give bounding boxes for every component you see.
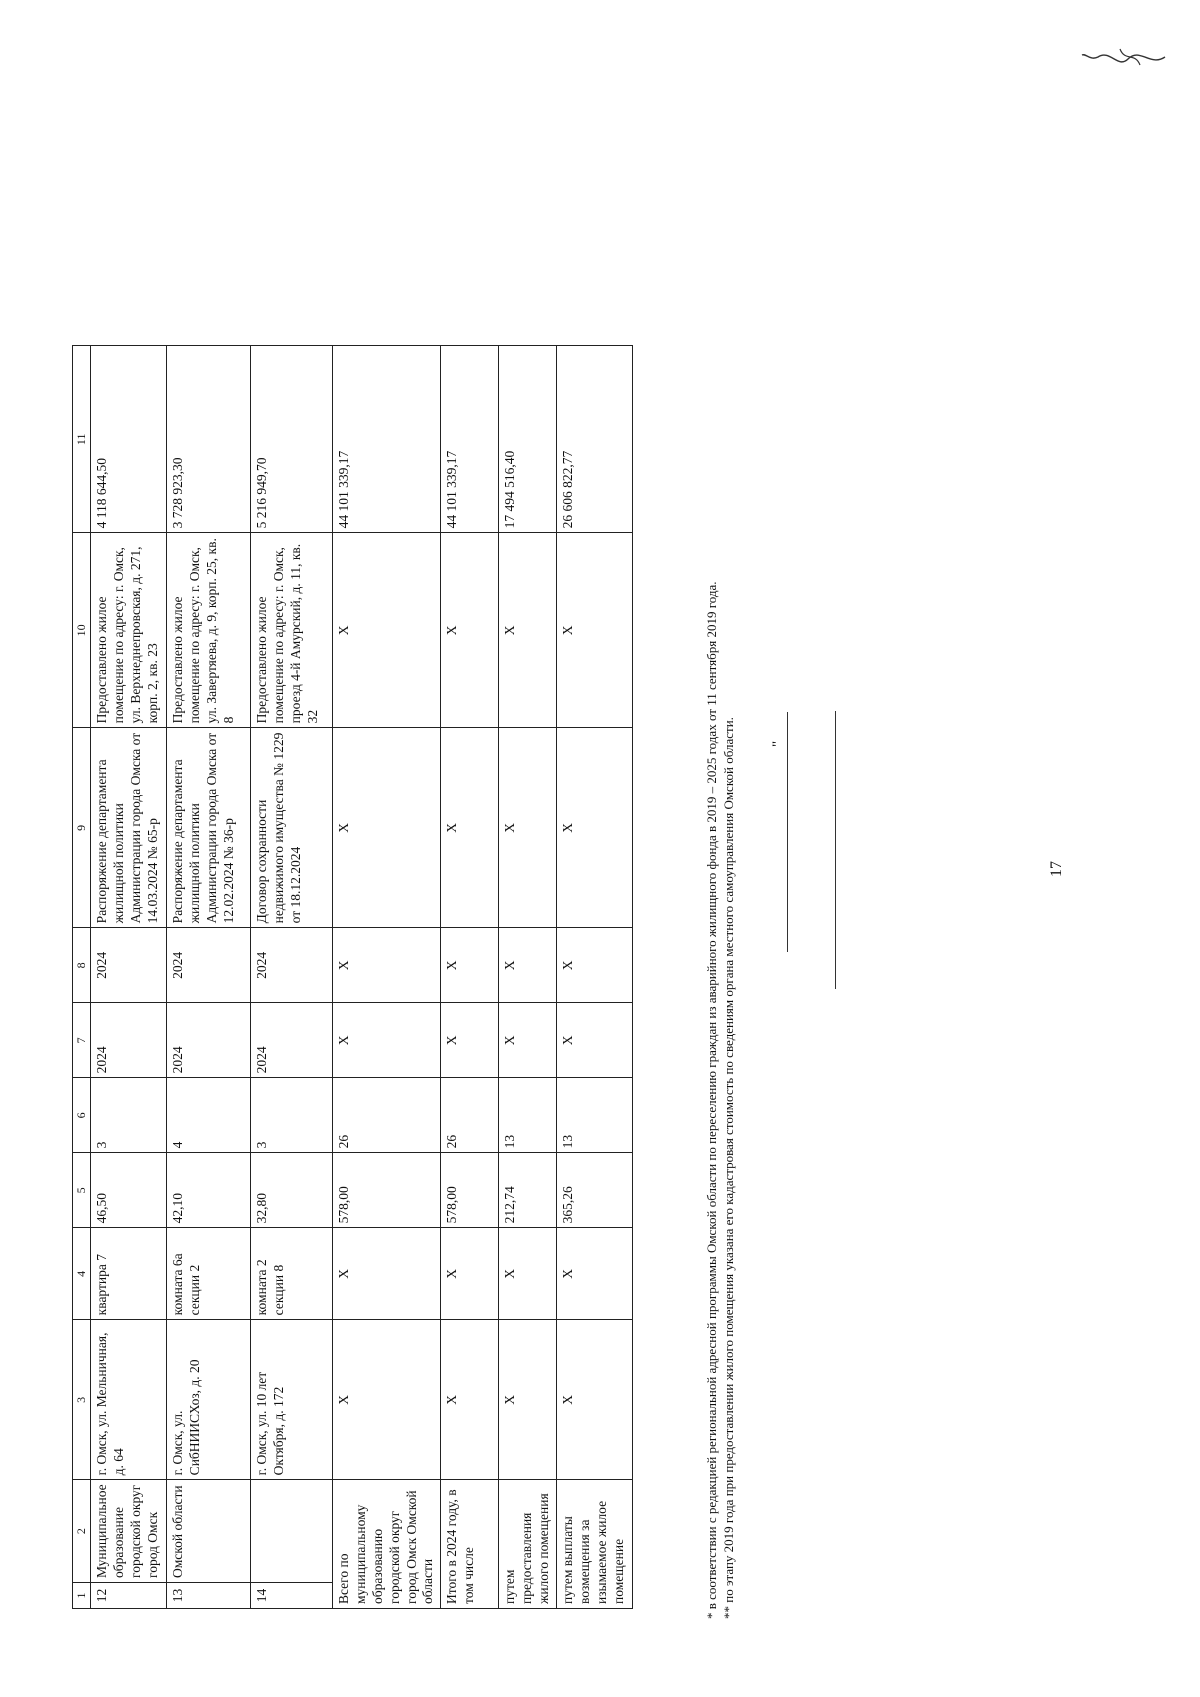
total-cell: Х <box>556 728 632 928</box>
total-label: путем выплаты возмещения за изымаемое жилое помещение <box>556 1480 632 1609</box>
total-cell: Х <box>333 1228 441 1320</box>
total-cell: Х <box>441 1228 499 1320</box>
area-cell: 32,80 <box>251 1153 333 1228</box>
total-cell: Х <box>499 928 557 1003</box>
signature-line <box>835 711 836 989</box>
amount-cell: 5 216 949,70 <box>251 346 333 533</box>
area-cell: 46,50 <box>91 1153 167 1228</box>
residents-cell: 3 <box>91 1078 167 1153</box>
header-cell: 3 <box>73 1320 91 1480</box>
total-row <box>499 346 557 1609</box>
year-cell: 2024 <box>167 928 251 1003</box>
total-cell: Х <box>499 728 557 928</box>
total-area: 365,26 <box>556 1153 632 1228</box>
result-cell: Предоставлено жилое помещение по адресу: г. Омск, ул. Завертяева, д. 9, корп. 25, кв. 8 <box>167 533 251 728</box>
year-cell: 2024 <box>91 928 167 1003</box>
total-area: 578,00 <box>333 1153 441 1228</box>
total-cell: Х <box>333 533 441 728</box>
header-cell: 10 <box>73 533 91 728</box>
total-residents: 26 <box>333 1078 441 1153</box>
year-cell: 2024 <box>167 1003 251 1078</box>
total-area: 212,74 <box>499 1153 557 1228</box>
header-cell: 2 <box>73 1480 91 1583</box>
total-cell: Х <box>499 1320 557 1480</box>
amount-cell: 4 118 644,50 <box>91 346 167 533</box>
year-cell: 2024 <box>91 1003 167 1078</box>
total-amount: 26 606 822,77 <box>556 346 632 533</box>
municipality-cell: Муниципальное образование городской округ город Омск <box>91 1480 167 1583</box>
footnote-1: * в соответствии с редакцией региональной адресной программы Омской области по переселению граждан из аварийного жилищного фонда в 2019 – 2025 годах от 11 сентября 2019 года. <box>704 581 719 1619</box>
table-row <box>251 346 333 1609</box>
signature-line <box>787 712 788 952</box>
total-cell: Х <box>441 533 499 728</box>
municipality-cell: Омской области <box>167 1480 251 1583</box>
unit-cell: квартира 7 <box>91 1228 167 1320</box>
header-cell: 11 <box>73 346 91 533</box>
total-cell: Х <box>441 1003 499 1078</box>
page-number: 17 <box>1048 861 1065 877</box>
total-amount: 17 494 516,40 <box>499 346 557 533</box>
total-cell: Х <box>333 928 441 1003</box>
resettlement-table <box>72 345 633 1609</box>
handwritten-signature <box>1080 27 1170 87</box>
result-cell: Предоставлено жилое помещение по адресу: г. Омск, проезд 4-й Амурский, д. 11, кв. 32 <box>251 533 333 728</box>
unit-cell: комната 6а секции 2 <box>167 1228 251 1320</box>
total-cell: Х <box>333 1320 441 1480</box>
amount-cell: 3 728 923,30 <box>167 346 251 533</box>
address-cell: г. Омск, ул. Мельничная, д. 64 <box>91 1320 167 1480</box>
document-cell: Распоряжение департамента жилищной политики Администрации города Омска от 14.03.2024 № 65-р <box>91 728 167 928</box>
total-cell: Х <box>499 1228 557 1320</box>
table-row <box>91 346 167 1609</box>
footnote-2: ** по этапу 2019 года при предоставлении жилого помещения указана его кадастровая стоимость по сведениям органа местного самоуправления Омской области. <box>721 717 736 1619</box>
total-area: 578,00 <box>441 1153 499 1228</box>
result-cell: Предоставлено жилое помещение по адресу: г. Омск, ул. Верхнеднепровская, д. 271, корп. 2, кв. 23 <box>91 533 167 728</box>
header-cell: 4 <box>73 1228 91 1320</box>
total-residents: 26 <box>441 1078 499 1153</box>
municipality-cell <box>251 1480 333 1583</box>
closing-quote: " <box>770 740 786 747</box>
total-cell: Х <box>441 1320 499 1480</box>
total-label: Итого в 2024 году, в том числе <box>441 1480 499 1609</box>
address-cell: г. Омск, ул. СибНИИСХоз, д. 20 <box>167 1320 251 1480</box>
row-number: 12 <box>91 1583 167 1609</box>
total-cell: Х <box>441 928 499 1003</box>
header-row <box>73 346 91 1609</box>
row-number: 13 <box>167 1583 251 1609</box>
header-cell: 6 <box>73 1078 91 1153</box>
total-cell: Х <box>556 1003 632 1078</box>
total-row <box>333 346 441 1609</box>
total-cell: Х <box>499 1003 557 1078</box>
year-cell: 2024 <box>251 1003 333 1078</box>
total-cell: Х <box>333 1003 441 1078</box>
document-cell: Распоряжение департамента жилищной политики Администрации города Омска от 12.02.2024 № 36-р <box>167 728 251 928</box>
total-cell: Х <box>333 728 441 928</box>
total-residents: 13 <box>556 1078 632 1153</box>
total-cell: Х <box>556 1320 632 1480</box>
row-number: 14 <box>251 1583 333 1609</box>
header-cell: 9 <box>73 728 91 928</box>
total-amount: 44 101 339,17 <box>441 346 499 533</box>
total-residents: 13 <box>499 1078 557 1153</box>
unit-cell: комната 2 секции 8 <box>251 1228 333 1320</box>
total-row <box>441 346 499 1609</box>
total-cell: Х <box>556 928 632 1003</box>
total-cell: Х <box>441 728 499 928</box>
header-cell: 8 <box>73 928 91 1003</box>
area-cell: 42,10 <box>167 1153 251 1228</box>
total-row <box>556 346 632 1609</box>
total-label: путем предоставления жилого помещения <box>499 1480 557 1609</box>
year-cell: 2024 <box>251 928 333 1003</box>
header-cell: 7 <box>73 1003 91 1078</box>
header-cell: 5 <box>73 1153 91 1228</box>
table-row <box>167 346 251 1609</box>
document-cell: Договор сохранности недвижимого имущества № 1229 от 18.12.2024 <box>251 728 333 928</box>
total-label: Всего по муниципальному образованию городской округ город Омск Омской области <box>333 1480 441 1609</box>
residents-cell: 4 <box>167 1078 251 1153</box>
total-cell: Х <box>499 533 557 728</box>
header-cell: 1 <box>73 1583 91 1609</box>
address-cell: г. Омск, ул. 10 лет Октября, д. 172 <box>251 1320 333 1480</box>
total-amount: 44 101 339,17 <box>333 346 441 533</box>
residents-cell: 3 <box>251 1078 333 1153</box>
total-cell: Х <box>556 1228 632 1320</box>
total-cell: Х <box>556 533 632 728</box>
